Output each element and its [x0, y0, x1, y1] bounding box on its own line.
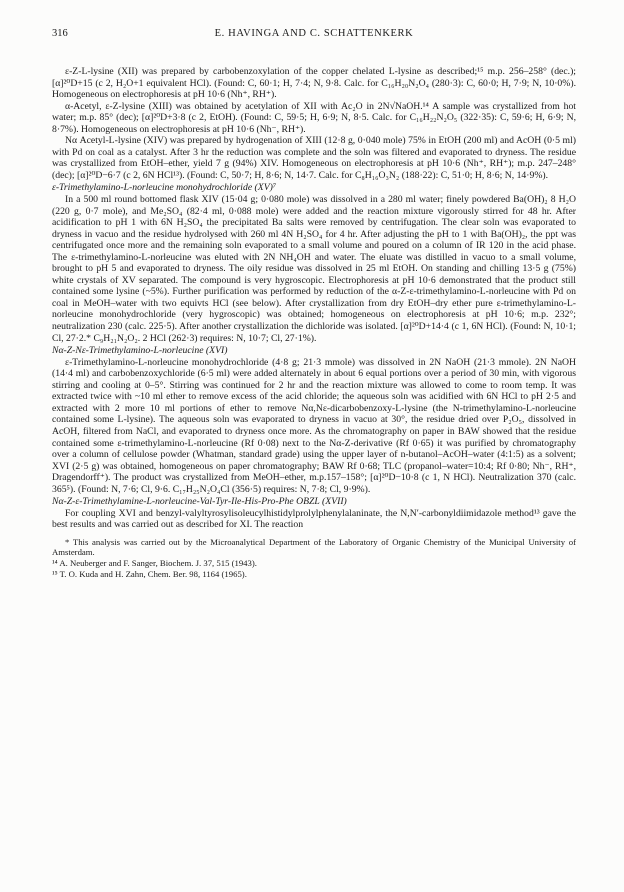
article-body — [52, 66, 576, 579]
heading-xv: ε-Trimethylamino-L-norleucine monohydrochloride (XV)⁷ — [52, 182, 277, 194]
heading-xvi: Nα-Z-Nε-Trimethylamino-L-norleucine (XVI) — [52, 345, 228, 357]
footnote-15: ¹⁵ T. O. Kuda and H. Zahn, Chem. Ber. 98, 1164 (1965). — [52, 568, 247, 579]
footnote-14: ¹⁴ A. Neuberger and F. Sanger, Biochem. J. 37, 515 (1943). — [52, 558, 257, 569]
para-xv: In a 500 ml round bottomed flask XIV (15·04 g; 0·080 mole) was dissolved in a 280 ml water; finely powdered Ba(OH)₂ 8 H₂O (220 g, 0·7 mole), and Me₂SO₄ (82·4 ml, 0·088 mole) were added and the reaction mixture vigorously stirred for 48 hr. After acidification to pH 1 with 6N H₂SO₄ the precipitated Ba salts were removed by centrifugation. The clear soln was evaporated to dryness in vacuo and the residue hydrolysed with 260 ml 4N H₂SO₄ for 4 hr. After adjusting the pH to 1 with Ba(OH)₂, the ppt was centrifugated once more and the remaining soln evaporated to a small volume and poured on a column of IR 120 in the acid phase. The ε-trimethylamino-L-norleucine was eluted with 2N NH₄OH and water. The eluate was distilled in vacuo to a small volume, brought to pH 5 and evaporated to dryness. The oily residue was dissolved in 25 ml EtOH. On standing and chilling 13·5 g (75%) white crystals of XV separated. The compound is very hygroscopic. Electrophoresis at pH 10·6 demonstrated that the product still contained some lysine (~5%). Further purification was performed by reduction of the α-Z-ε-trimethylamino-L-norleucine with Pd on coal in MeOH–water with two equivts HCl (see below). After crystallization from dry EtOH–dry ether pure ε-trimethylamino-L-norleucine monohydrochloride (very hygroscopic) was obtained; homogeneous on electrophoresis at pH 10·6; m.p. 232°; neutralization 230 (calc. 225·5). After another crystallization the dichloride was isolated. [α]²⁰D+14·4 (c 1, 6N HCl). (Found: N, 10·1; Cl, 27·2.* C₉H₂₁N₂O₂. 2 HCl (262·3) requires: N, 10·7; Cl, 27·1%). — [52, 194, 576, 344]
para-xvi: ε-Trimethylamino-L-norleucine monohydrochloride (4·8 g; 21·3 mmole) was dissolved in 2N NaOH (21·3 mmole). 2N NaOH (14·4 ml) and carbobenzoxychloride (6·5 ml) were added alternately in about 6 equal portions over a period of 30 min, with vigorous stirring and cooling at 0–5°. Stirring was continued for 2 hr and the reaction mixture was allowed to come to room temp. It was extracted twice with ~10 ml ether to remove excess of the acid chloride; the aqueous soln was acidified with 6N HCl to pH 2·5 and extracted with 2 more 10 ml portions of ether to remove Nα,Nε-dicarbobenzoxy-L-lysine (the N-trimethylamino-L-norleucine contained some L-lysine). The aqueous soln was evaporated to dryness in vacuo at 30°, the residue dried over P₂O₅, dissolved in AcOH, filtered from NaCl, and evaporated to dryness once more. As the chromatography on paper in BAW showed that the residue contained some ε-trimethylamino-L-norleucine (Rf 0·08) next to the Nα-Z-derivative (Rf 0·65) it was purified by chromatography over a column of cellulose powder (Whatman, standard grade) using the upper layer of n-butanol–AcOH–water (4:1:5) as a solvent; XVI (2·5 g) was obtained, homogeneous on paper chromatography; BAW Rf 0·68; TLC (propanol–water=10:4; Rf 0·80; Nh⁻, RH⁺, Dragendorff⁺). The product was crystallized from MeOH–ether, m.p.157–158°; [α]²⁰D−10·8 (c 1, N HCl). Neutralization 370 (calc. 365⁵). (Found: N, 7·6; Cl, 9·6. C₁₇H₂₅N₂O₄Cl (356·5) requires: N, 7·8; Cl, 9·9%). — [52, 356, 576, 495]
para-z-lysine: ε-Z-L-lysine (XII) was prepared by carbobenzoxylation of the copper chelated L-lysine as described;¹⁵ m.p. 256–258° (dec.); [α]²⁰D+15 (c 2, H₂O+1 equivalent HCl). (Found: C, 60·1; H, 7·4; N, 9·8. Calc. for C₁₆H₂₀N₂O₄ (280·3): C, 60·0; H, 7·9; N, 10·0%). Homogeneous on electrophoresis at pH 10·6 (Nh⁺, RH⁺). — [52, 66, 576, 101]
heading-xvii: Nα-Z-ε-Trimethylamine-L-norleucine-Val-Tyr-Ile-His-Pro-Phe OBZL (XVII) — [52, 496, 347, 508]
para-xvii: For coupling XVI and benzyl-valyltyrosylisoleucylhistidylprolylphenylalaninate, the N,N′-carbonyldiimidazole method¹³ gave the best results and was carried out as described for XI. The reaction — [52, 507, 576, 531]
para-acetyl-z-lysine: α-Acetyl, ε-Z-lysine (XIII) was obtained by acetylation of XII with Ac₂O in 2N√NaOH.¹⁴ A sample was crystallized from hot water; m.p. 85° (dec); [α]²⁰D+3·8 (c 2, EtOH). (Found: C, 59·5; H, 6·9; N, 8·5. Calc. for C₁₆H₂₂N₂O₅ (322·35): C, 59·6; H, 6·9; N, 8·7%). Homogeneous on electrophoresis at pH 10·6 (Nh⁻, RH⁺). — [52, 100, 576, 135]
para-acetyl-lysine: Nα Acetyl-L-lysine (XIV) was prepared by hydrogenation of XIII (12·8 g, 0·040 mole) 75% in EtOH (200 ml) and AcOH (0·5 ml) with Pd on coal as a catalyst. After 3 hr the reduction was complete and the soln was filtered and evaporated to dryness. The residue was crystallized from EtOH–ether, yield 7 g (94%) XIV. Homogeneous on electrophoresis at pH 10·6 (Nh⁺, RH⁺); m.p. 247–248° (dec); [α]²⁰D−6·7 (c 2, 6N HCl¹³). (Found: C, 50·7; H, 8·6; N, 14·7. Calc. for C₈H₁₆O₃N₂ (188·22): C, 51·0; H, 8·6; N, 14·9%). — [52, 135, 576, 181]
running-title: E. HAVINGA AND C. SCHATTENKERK — [214, 28, 414, 39]
footnote-star: * This analysis was carried out by the Microanalytical Department of the Laboratory of Organic Chemistry of the Municipal University of Amsterdam. — [52, 536, 576, 558]
running-header — [52, 28, 576, 42]
page-number: 316 — [52, 28, 68, 39]
footnotes — [52, 537, 576, 579]
